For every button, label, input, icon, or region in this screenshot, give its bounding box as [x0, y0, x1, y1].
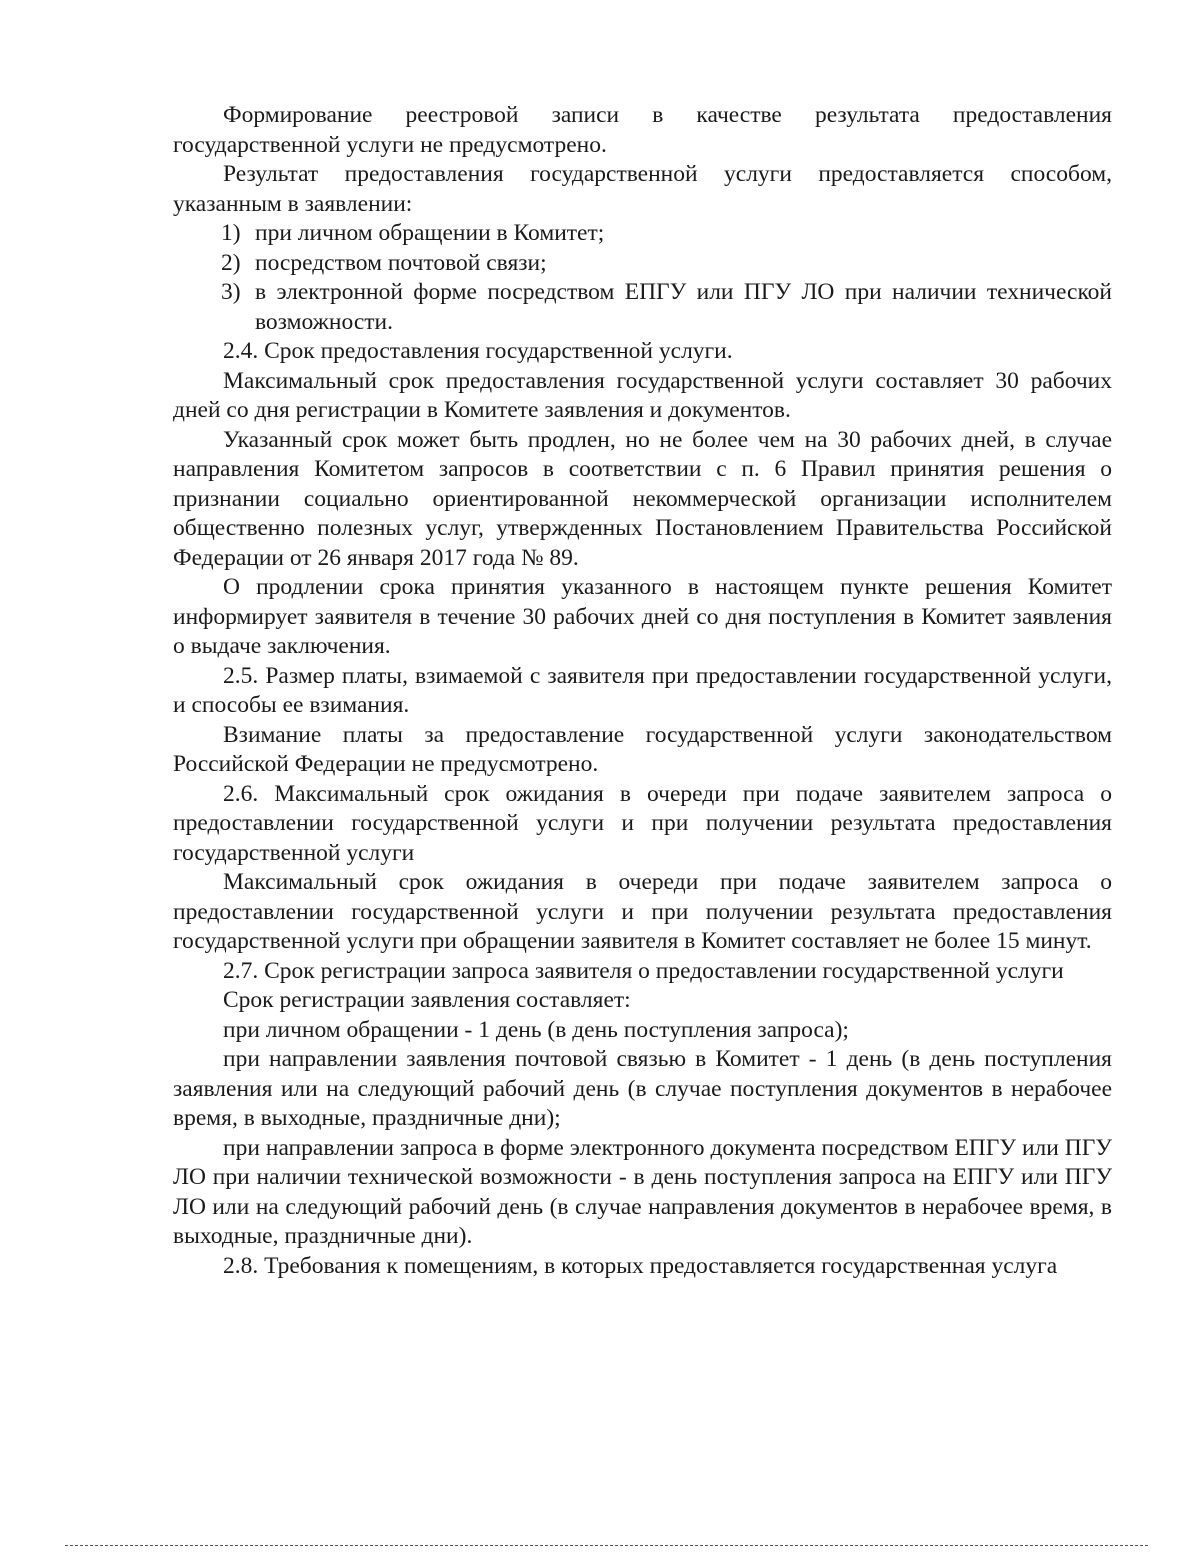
list-item-text: в электронной форме посредством ЕПГУ или ПГУ ЛО при наличии технической возможности.	[255, 279, 1112, 335]
section-heading-2-6: 2.6. Максимальный срок ожидания в очереди при подаче заявителем запроса о предоставлении государственной услуги и при получении результата предоставления государственной услуги	[173, 780, 1112, 866]
section-heading-2-4: 2.4. Срок предоставления государственной услуги.	[223, 338, 733, 364]
list-item-text: посредством почтовой связи;	[255, 249, 547, 276]
section-heading-2-8: 2.8. Требования к помещениям, в которых предоставляется государственная услуга	[223, 1252, 1058, 1279]
paragraph-registration-term: Срок регистрации заявления составляет:	[223, 987, 631, 1013]
section-heading-2-7: 2.7. Срок регистрации запроса заявителя о предоставлении государственной услуги	[223, 957, 1064, 984]
paragraph-electronic: при направлении запроса в форме электронного документа посредством ЕПГУ или ПГУ ЛО при наличии технической возможности - в день поступления запроса на ЕПГУ или ПГУ ЛО или на следующий рабочий день (в случае направления документов в нерабочее время, в выходные, праздничные дни).	[173, 1134, 1112, 1249]
paragraph-in-person: при личном обращении - 1 день (в день поступления запроса);	[223, 1016, 849, 1043]
list-item-number: 1)	[221, 220, 241, 246]
paragraph-term-extension: Указанный срок может быть продлен, но не более чем на 30 рабочих дней, в случае направления Комитетом запросов в соответствии с п. 6 Правил принятия решения о признании социально ориентированной некоммерческой организации исполнителем общественно полезных услуг, утвержденных Постановлением Правительства Российской Федерации от 26 января 2017 года № 89.	[173, 426, 1112, 571]
list-item	[173, 278, 1112, 337]
footer-divider	[65, 1545, 1148, 1546]
paragraph-registry-record: Формирование реестровой записи в качестве результата предоставления государственной услуги не предусмотрено.	[173, 102, 1112, 158]
list-item-number: 2)	[221, 249, 241, 276]
list-item	[173, 219, 1112, 249]
paragraph-max-term: Максимальный срок предоставления государственной услуги составляет 30 рабочих дней со дня регистрации в Комитете заявления и документов.	[173, 367, 1112, 423]
section-heading-2-5: 2.5. Размер платы, взимаемой с заявителя при предоставлении государственной услуги, и способы ее взимания.	[173, 662, 1112, 718]
list-item-number: 3)	[221, 279, 241, 305]
paragraph-fee: Взимание платы за предоставление государственной услуги законодательством Российской Федерации не предусмотрено.	[173, 721, 1112, 777]
paragraph-result-method: Результат предоставления государственной услуги предоставляется способом, указанным в заявлении:	[173, 161, 1112, 217]
paragraph-extension-notice: О продлении срока принятия указанного в настоящем пункте решения Комитет информирует заявителя в течение 30 рабочих дней со дня поступления в Комитет заявления о выдаче заключения.	[173, 574, 1112, 659]
paragraph-queue-time: Максимальный срок ожидания в очереди при подаче заявителем запроса о предоставлении государственной услуги и при получении результата предоставления государственной услуги при обращении заявителя в Комитет составляет не более 15 минут.	[173, 869, 1112, 954]
result-methods-list	[173, 219, 1112, 337]
list-item	[173, 249, 1112, 279]
paragraph-by-mail: при направлении заявления почтовой связью в Комитет - 1 день (в день поступления заявления или на следующий рабочий день (в случае поступления документов в нерабочее время, в выходные, праздничные дни);	[173, 1046, 1112, 1131]
list-item-text: при личном обращении в Комитет;	[255, 220, 605, 246]
document-page	[173, 101, 1112, 1281]
